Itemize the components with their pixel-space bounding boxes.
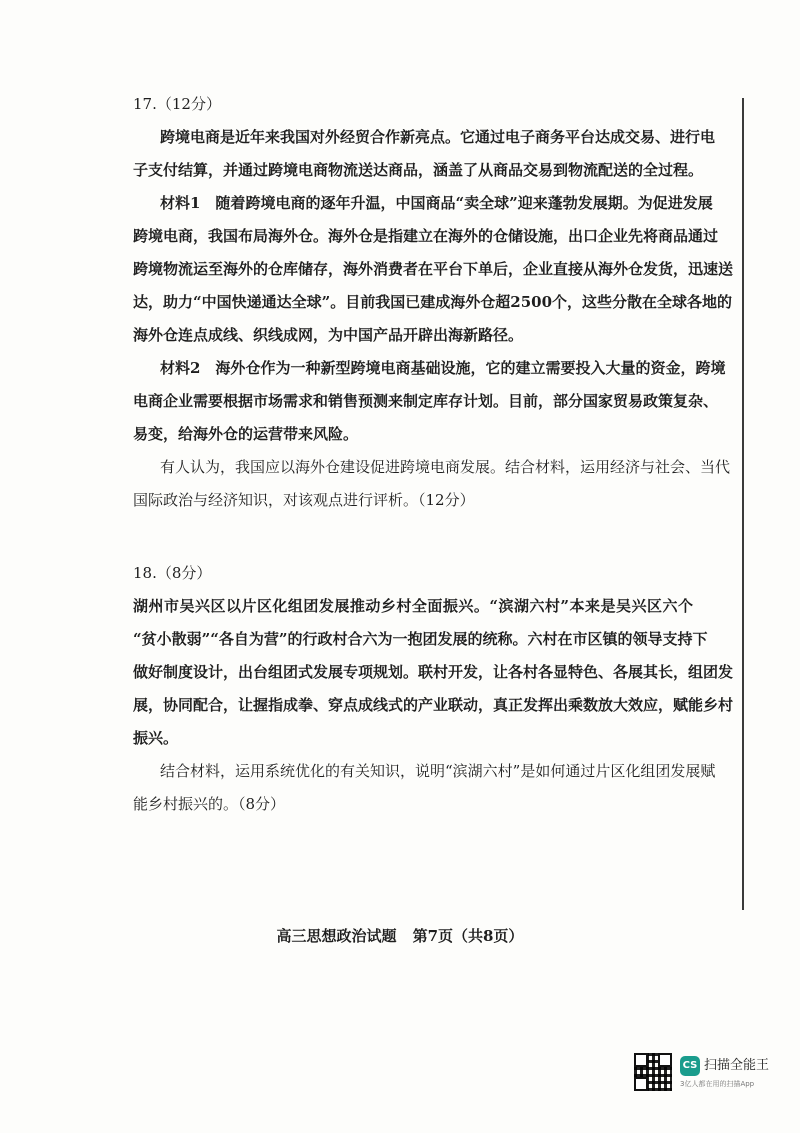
q17-line-2: 子支付结算，并通过跨境电商物流送达商品，涵盖了从商品交易到物流配送的全过程。 (133, 161, 704, 179)
footer-page-number: 第7页（共8页） (412, 927, 524, 945)
q17-line-7: 海外仓连点成线、织线成网，为中国产品开辟出海新路径。 (133, 326, 524, 344)
camscanner-logo-icon: CS (680, 1056, 700, 1076)
q17-line-9: 电商企业需要根据市场需求和销售预测来制定库存计划。目前，部分国家贸易政策复杂、 (133, 392, 719, 410)
question-17 (133, 88, 734, 517)
q18-line-2: “贫小散弱”“各自为营”的行政村合六为一抱团发展的统称。六村在市区镇的领导支持下 (133, 630, 708, 648)
question-17-heading: 17.（12分） (133, 95, 221, 113)
watermark-tagline: 3亿人都在用的扫描App (680, 1080, 755, 1088)
q17-line-12: 国际政治与经济知识，对该观点进行评析。（12分） (133, 491, 475, 509)
q17-line-6: 达，助力“中国快递通达全球”。目前我国已建成海外仓超2500个，这些分散在全球各地的 (133, 293, 733, 311)
q18-line-1: 湖州市吴兴区以片区化组团发展推动乡村全面振兴。“滨湖六村”本来是吴兴区六个 (133, 597, 693, 615)
watermark-app-name: 扫描全能王 (704, 1058, 770, 1073)
q18-line-6: 结合材料，运用系统优化的有关知识，说明“滨湖六村”是如何通过片区化组团发展赋 (160, 762, 716, 780)
page-footer (0, 925, 800, 946)
footer-subject: 高三思想政治试题 (276, 927, 397, 945)
q18-line-4: 展，协同配合，让握指成拳、穿点成线式的产业联动，真正发挥出乘数放大效应，赋能乡村 (133, 696, 734, 714)
margin-line (742, 98, 744, 910)
q18-line-7: 能乡村振兴的。（8分） (133, 795, 286, 813)
q17-line-11: 有人认为，我国应以海外仓建设促进跨境电商发展。结合材料，运用经济与社会、当代 (160, 458, 731, 476)
scanner-watermark (634, 1053, 784, 1093)
q17-line-5: 跨境物流运至海外的仓库储存，海外消费者在平台下单后，企业直接从海外仓发货，迅速送 (133, 260, 734, 278)
q17-line-3: 材料1 随着跨境电商的逐年升温，中国商品“卖全球”迎来蓬勃发展期。为促进发展 (160, 194, 713, 212)
qr-code-icon (634, 1053, 672, 1091)
q17-line-10: 易变，给海外仓的运营带来风险。 (133, 425, 359, 443)
question-18 (133, 557, 734, 821)
q18-line-5: 振兴。 (133, 729, 179, 747)
q18-line-3: 做好制度设计，出台组团式发展专项规划。联村开发，让各村各显特色、各展其长，组团发 (133, 663, 734, 681)
q17-line-4: 跨境电商，我国布局海外仓。海外仓是指建立在海外的仓储设施，出口企业先将商品通过 (133, 227, 719, 245)
q17-line-1: 跨境电商是近年来我国对外经贸合作新亮点。它通过电子商务平台达成交易、进行电 (160, 128, 716, 146)
question-18-heading: 18.（8分） (133, 564, 212, 582)
q17-line-8: 材料2 海外仓作为一种新型跨境电商基础设施，它的建立需要投入大量的资金，跨境 (160, 359, 726, 377)
